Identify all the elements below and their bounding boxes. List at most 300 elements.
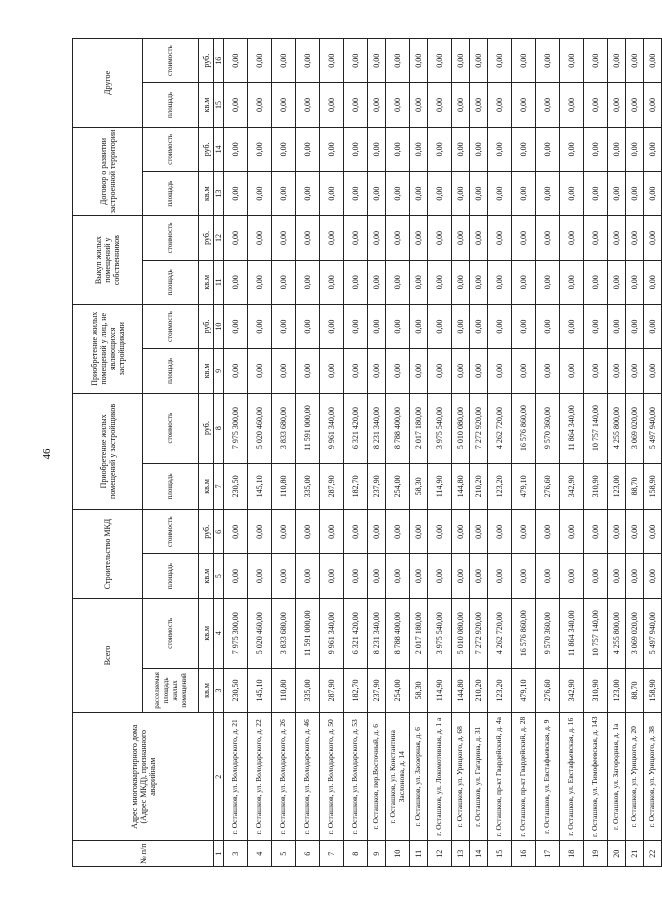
row-value: 0,00	[536, 554, 560, 598]
row-value: 8 231 340,00	[368, 393, 386, 463]
column-number: 7	[214, 463, 224, 510]
row-value: 0,00	[386, 83, 410, 127]
row-value: 0,00	[560, 171, 584, 215]
row-value: 0,00	[224, 260, 248, 304]
row-value: 0,00	[248, 304, 272, 348]
table-row	[488, 39, 512, 867]
row-value: 0,00	[626, 349, 644, 393]
row-value: 10 757 140,00	[584, 598, 608, 668]
row-value: 0,00	[608, 304, 626, 348]
row-value: 0,00	[320, 39, 344, 83]
row-value: 0,00	[560, 216, 584, 260]
row-value: 0,00	[560, 510, 584, 554]
row-value: 0,00	[452, 510, 470, 554]
subheader-area: площадь	[143, 171, 199, 215]
row-value: 0,00	[470, 127, 488, 171]
row-value: 7 975 300,00	[224, 393, 248, 463]
row-value: 0,00	[224, 127, 248, 171]
row-value: 9 570 360,00	[536, 598, 560, 668]
row-value: 0,00	[344, 260, 368, 304]
header-total: Всего	[73, 598, 143, 712]
row-value: 0,00	[470, 510, 488, 554]
row-value: 0,00	[224, 510, 248, 554]
row-value: 230,50	[224, 668, 248, 712]
table-row	[560, 39, 584, 867]
row-value: 0,00	[344, 39, 368, 83]
row-value: 123,20	[488, 668, 512, 712]
row-value: 0,00	[410, 304, 428, 348]
row-value: 0,00	[644, 127, 662, 171]
row-value: 123,20	[488, 463, 512, 510]
row-value: 0,00	[470, 171, 488, 215]
table-row	[248, 39, 272, 867]
row-value: 0,00	[296, 304, 320, 348]
row-address: г. Осташков, ул. Володарского, д. 22	[248, 713, 272, 841]
row-value: 0,00	[488, 127, 512, 171]
row-value: 0,00	[344, 127, 368, 171]
row-address: г. Осташков, ул. Константина Заслонова, д. 14	[386, 713, 410, 841]
row-value: 0,00	[626, 260, 644, 304]
row-value: 0,00	[536, 39, 560, 83]
row-value: 287,90	[320, 463, 344, 510]
header-buy-nondev: Приобретение жилых помещений у лиц, не являющихся застройщиками	[73, 304, 143, 393]
table-row	[470, 39, 488, 867]
unit-cell: кв.м	[199, 598, 214, 668]
row-value: 0,00	[428, 127, 452, 171]
row-value: 0,00	[512, 349, 536, 393]
unit-cell: руб.	[199, 39, 214, 83]
unit-cell: руб.	[199, 510, 214, 554]
row-address: г. Осташков, ул. Володарского, д. 21	[224, 713, 248, 841]
row-value: 0,00	[368, 39, 386, 83]
row-value: 0,00	[410, 216, 428, 260]
row-value: 0,00	[512, 83, 536, 127]
table-row	[296, 39, 320, 867]
row-value: 210,20	[470, 668, 488, 712]
row-value: 0,00	[608, 260, 626, 304]
row-value: 0,00	[344, 83, 368, 127]
row-value: 0,00	[224, 83, 248, 127]
subheader-cost: стоимость	[143, 216, 199, 260]
row-value: 0,00	[248, 260, 272, 304]
row-value: 0,00	[608, 510, 626, 554]
row-value: 3 975 540,00	[428, 598, 452, 668]
row-value: 0,00	[410, 510, 428, 554]
row-value: 0,00	[428, 349, 452, 393]
table-row	[368, 39, 386, 867]
row-value: 5 010 080,00	[452, 393, 470, 463]
row-value: 11 864 340,00	[560, 393, 584, 463]
row-value: 0,00	[386, 127, 410, 171]
column-number: 1	[214, 841, 224, 867]
row-value: 0,00	[272, 554, 296, 598]
row-value: 16 576 860,00	[512, 598, 536, 668]
unit-cell: кв.м	[199, 554, 214, 598]
row-value: 0,00	[320, 304, 344, 348]
subheader-cost: стоимость	[143, 510, 199, 554]
row-value: 342,90	[560, 668, 584, 712]
row-value: 0,00	[386, 260, 410, 304]
row-value: 0,00	[608, 39, 626, 83]
row-value: 145,10	[248, 463, 272, 510]
row-value: 88,70	[626, 668, 644, 712]
row-value: 0,00	[224, 216, 248, 260]
row-value: 0,00	[272, 127, 296, 171]
row-value: 0,00	[626, 510, 644, 554]
column-number: 16	[214, 39, 224, 83]
row-value: 0,00	[560, 260, 584, 304]
row-address: г. Осташков, ул. Володарского, д. 50	[320, 713, 344, 841]
row-address: г. Осташков, ул. Урицкого, д. 68	[452, 713, 470, 841]
row-value: 0,00	[410, 83, 428, 127]
row-value: 0,00	[344, 554, 368, 598]
subheader-area: площадь	[143, 554, 199, 598]
row-address: г. Осташков, ул. Урицкого, д. 20	[626, 713, 644, 841]
row-value: 88,70	[626, 463, 644, 510]
row-value: 0,00	[272, 171, 296, 215]
unit-cell: кв.м	[199, 349, 214, 393]
row-value: 0,00	[368, 83, 386, 127]
row-value: 0,00	[410, 39, 428, 83]
row-value: 0,00	[428, 260, 452, 304]
column-number: 3	[214, 668, 224, 712]
row-value: 158,90	[644, 668, 662, 712]
row-address: г. Осташков, ул. Евстафьевская, д. 16	[560, 713, 584, 841]
row-value: 0,00	[296, 260, 320, 304]
page-number: 46	[41, 448, 53, 460]
subheader-area: площадь	[143, 83, 199, 127]
table-row	[626, 39, 644, 867]
row-value: 0,00	[512, 39, 536, 83]
row-value: 5 497 940,00	[644, 393, 662, 463]
row-value: 0,00	[560, 127, 584, 171]
unit-cell: кв.м	[199, 463, 214, 510]
table-row	[428, 39, 452, 867]
row-value: 254,00	[386, 463, 410, 510]
row-value: 0,00	[560, 304, 584, 348]
row-value: 0,00	[452, 554, 470, 598]
row-value: 11 591 000,00	[296, 393, 320, 463]
row-value: 0,00	[428, 554, 452, 598]
row-value: 0,00	[470, 216, 488, 260]
row-value: 0,00	[470, 83, 488, 127]
row-value: 110,80	[272, 668, 296, 712]
row-value: 2 017 180,00	[410, 598, 428, 668]
row-value: 0,00	[296, 171, 320, 215]
unit-cell: руб.	[199, 304, 214, 348]
row-value: 0,00	[608, 216, 626, 260]
row-value: 2 017 180,00	[410, 393, 428, 463]
row-value: 310,90	[584, 463, 608, 510]
table-row	[536, 39, 560, 867]
row-value: 0,00	[644, 304, 662, 348]
row-value: 210,20	[470, 463, 488, 510]
unit-cell: руб.	[199, 216, 214, 260]
table-row	[584, 39, 608, 867]
row-value: 0,00	[488, 260, 512, 304]
row-value: 0,00	[644, 83, 662, 127]
row-value: 0,00	[644, 171, 662, 215]
row-value: 0,00	[320, 260, 344, 304]
row-value: 0,00	[452, 304, 470, 348]
row-value: 0,00	[296, 510, 320, 554]
row-value: 0,00	[320, 216, 344, 260]
column-number: 6	[214, 510, 224, 554]
table-row	[344, 39, 368, 867]
subheader-area-resettle: расселяемая площадь жилых помещений	[143, 668, 199, 712]
subheader-area: площадь	[143, 349, 199, 393]
row-value: 8 788 400,00	[386, 598, 410, 668]
row-value: 0,00	[428, 171, 452, 215]
row-value: 0,00	[452, 260, 470, 304]
unit-cell: кв.м	[199, 171, 214, 215]
row-value: 0,00	[584, 127, 608, 171]
row-number: 21	[626, 841, 644, 867]
subheader-cost: стоимость	[143, 127, 199, 171]
row-value: 0,00	[248, 39, 272, 83]
row-value: 0,00	[224, 304, 248, 348]
row-value: 0,00	[296, 216, 320, 260]
row-value: 3 833 680,00	[272, 598, 296, 668]
row-value: 3 069 020,00	[626, 393, 644, 463]
row-address: г. Осташков, ул. Локомотивная, д. 1 а	[428, 713, 452, 841]
row-value: 0,00	[452, 171, 470, 215]
row-address: г. Осташков, ул. Загородная, д. 1а	[608, 713, 626, 841]
row-value: 0,00	[452, 39, 470, 83]
row-value: 0,00	[272, 39, 296, 83]
row-number: 18	[560, 841, 584, 867]
row-value: 0,00	[410, 127, 428, 171]
row-value: 114,90	[428, 463, 452, 510]
row-value: 0,00	[644, 554, 662, 598]
row-value: 0,00	[560, 554, 584, 598]
row-value: 0,00	[320, 554, 344, 598]
row-value: 287,90	[320, 668, 344, 712]
row-value: 237,90	[368, 463, 386, 510]
header-contract: Договор о развитии застроенной территории	[73, 127, 143, 216]
subheader-area: площадь	[143, 463, 199, 510]
row-value: 0,00	[410, 171, 428, 215]
table-row	[320, 39, 344, 867]
row-value: 0,00	[248, 171, 272, 215]
row-value: 0,00	[368, 554, 386, 598]
row-number: 12	[428, 841, 452, 867]
row-value: 0,00	[536, 83, 560, 127]
row-value: 0,00	[470, 304, 488, 348]
row-value: 11 864 340,00	[560, 598, 584, 668]
row-address: г. Осташков, ул. Евстафьевская, д. 9	[536, 713, 560, 841]
column-number: 2	[214, 713, 224, 841]
row-value: 0,00	[560, 349, 584, 393]
header-num: № п/п	[73, 841, 214, 867]
row-value: 0,00	[512, 510, 536, 554]
row-value: 123,00	[608, 463, 626, 510]
row-value: 0,00	[626, 171, 644, 215]
row-value: 158,90	[644, 463, 662, 510]
row-value: 0,00	[470, 554, 488, 598]
column-number: 12	[214, 216, 224, 260]
row-value: 0,00	[386, 216, 410, 260]
row-address: г. Осташков, ул. Урицкого, д. 38	[644, 713, 662, 841]
row-value: 0,00	[536, 349, 560, 393]
row-address: г. Осташков, ул. Тимофеевская, д. 143	[584, 713, 608, 841]
table-row	[410, 39, 428, 867]
row-number: 10	[386, 841, 410, 867]
row-value: 0,00	[584, 171, 608, 215]
row-value: 0,00	[584, 39, 608, 83]
row-value: 0,00	[224, 39, 248, 83]
row-value: 237,90	[368, 668, 386, 712]
row-value: 0,00	[452, 349, 470, 393]
row-value: 0,00	[428, 510, 452, 554]
row-value: 0,00	[488, 216, 512, 260]
row-value: 4 255 800,00	[608, 598, 626, 668]
row-value: 0,00	[428, 83, 452, 127]
row-address: г. Осташков, ул. Володарского, д. 26	[272, 713, 296, 841]
row-value: 0,00	[368, 260, 386, 304]
row-value: 0,00	[410, 349, 428, 393]
header-build: Строительство МКД	[73, 510, 143, 599]
row-value: 0,00	[428, 216, 452, 260]
row-value: 0,00	[488, 554, 512, 598]
row-value: 0,00	[488, 304, 512, 348]
row-value: 0,00	[512, 171, 536, 215]
row-value: 0,00	[320, 349, 344, 393]
row-value: 0,00	[344, 349, 368, 393]
row-value: 0,00	[470, 39, 488, 83]
row-value: 0,00	[626, 304, 644, 348]
unit-cell: кв.м	[199, 260, 214, 304]
row-value: 7 272 920,00	[470, 598, 488, 668]
row-value: 182,70	[344, 668, 368, 712]
table-row	[386, 39, 410, 867]
row-value: 7 975 300,00	[224, 598, 248, 668]
row-value: 342,90	[560, 463, 584, 510]
row-value: 0,00	[536, 216, 560, 260]
row-value: 479,10	[512, 463, 536, 510]
row-value: 58,30	[410, 463, 428, 510]
row-value: 0,00	[512, 304, 536, 348]
column-number: 9	[214, 349, 224, 393]
row-value: 123,00	[608, 668, 626, 712]
row-number: 6	[296, 841, 320, 867]
row-value: 144,80	[452, 668, 470, 712]
row-value: 335,00	[296, 463, 320, 510]
row-value: 0,00	[272, 83, 296, 127]
row-value: 0,00	[560, 83, 584, 127]
row-number: 15	[488, 841, 512, 867]
row-value: 0,00	[248, 510, 272, 554]
row-value: 0,00	[626, 216, 644, 260]
row-value: 0,00	[272, 510, 296, 554]
row-value: 0,00	[584, 554, 608, 598]
row-number: 13	[452, 841, 470, 867]
row-value: 0,00	[248, 349, 272, 393]
row-value: 6 321 420,00	[344, 598, 368, 668]
row-number: 4	[248, 841, 272, 867]
row-number: 19	[584, 841, 608, 867]
row-value: 0,00	[344, 171, 368, 215]
row-value: 16 576 860,00	[512, 393, 536, 463]
row-value: 0,00	[410, 260, 428, 304]
row-value: 0,00	[368, 216, 386, 260]
row-value: 0,00	[488, 83, 512, 127]
row-value: 335,00	[296, 668, 320, 712]
row-number: 3	[224, 841, 248, 867]
rotated-table-container	[72, 38, 657, 867]
column-number: 15	[214, 83, 224, 127]
row-value: 0,00	[512, 127, 536, 171]
row-value: 276,60	[536, 463, 560, 510]
row-number: 5	[272, 841, 296, 867]
row-value: 0,00	[224, 171, 248, 215]
row-value: 4 262 720,00	[488, 393, 512, 463]
row-value: 5 010 080,00	[452, 598, 470, 668]
row-value: 0,00	[584, 216, 608, 260]
row-value: 0,00	[512, 554, 536, 598]
row-value: 0,00	[428, 39, 452, 83]
row-value: 144,80	[452, 463, 470, 510]
row-value: 0,00	[584, 83, 608, 127]
column-number: 4	[214, 598, 224, 668]
row-value: 0,00	[272, 349, 296, 393]
row-value: 0,00	[488, 171, 512, 215]
row-value: 0,00	[248, 554, 272, 598]
header-buy-dev: Приобретение жилых помещений у застройщиков	[73, 393, 143, 510]
row-value: 0,00	[410, 554, 428, 598]
header-buyout: Выкуп жилых помещений у собственников	[73, 216, 143, 305]
row-value: 0,00	[296, 39, 320, 83]
column-number: 10	[214, 304, 224, 348]
row-address: г. Осташков, ул. Гагарина, д. 31	[470, 713, 488, 841]
row-value: 0,00	[536, 171, 560, 215]
row-value: 6 321 420,00	[344, 393, 368, 463]
row-value: 0,00	[368, 304, 386, 348]
row-value: 0,00	[536, 304, 560, 348]
column-number: 13	[214, 171, 224, 215]
row-value: 4 255 800,00	[608, 393, 626, 463]
row-value: 0,00	[608, 349, 626, 393]
row-number: 9	[368, 841, 386, 867]
row-value: 9 961 340,00	[320, 393, 344, 463]
row-value: 3 975 540,00	[428, 393, 452, 463]
row-value: 0,00	[452, 216, 470, 260]
row-number: 16	[512, 841, 536, 867]
row-address: г. Осташков, ул. Володарского, д. 53	[344, 713, 368, 841]
row-value: 276,60	[536, 668, 560, 712]
row-value: 0,00	[386, 349, 410, 393]
row-value: 0,00	[584, 260, 608, 304]
row-value: 0,00	[368, 127, 386, 171]
row-value: 5 020 460,00	[248, 393, 272, 463]
row-value: 0,00	[386, 171, 410, 215]
row-value: 0,00	[626, 39, 644, 83]
row-address: г. Осташков, пр-кт Гвардейский, д. 4а	[488, 713, 512, 841]
row-value: 310,90	[584, 668, 608, 712]
subheader-cost: стоимость	[143, 393, 199, 463]
row-value: 0,00	[560, 39, 584, 83]
row-value: 0,00	[608, 83, 626, 127]
row-address: г. Осташков, ул. Заозерная, д. 6	[410, 713, 428, 841]
row-value: 58,30	[410, 668, 428, 712]
row-value: 0,00	[488, 510, 512, 554]
row-value: 0,00	[296, 554, 320, 598]
row-value: 0,00	[452, 127, 470, 171]
row-value: 0,00	[470, 260, 488, 304]
row-value: 0,00	[344, 510, 368, 554]
column-number: 5	[214, 554, 224, 598]
row-value: 0,00	[536, 260, 560, 304]
